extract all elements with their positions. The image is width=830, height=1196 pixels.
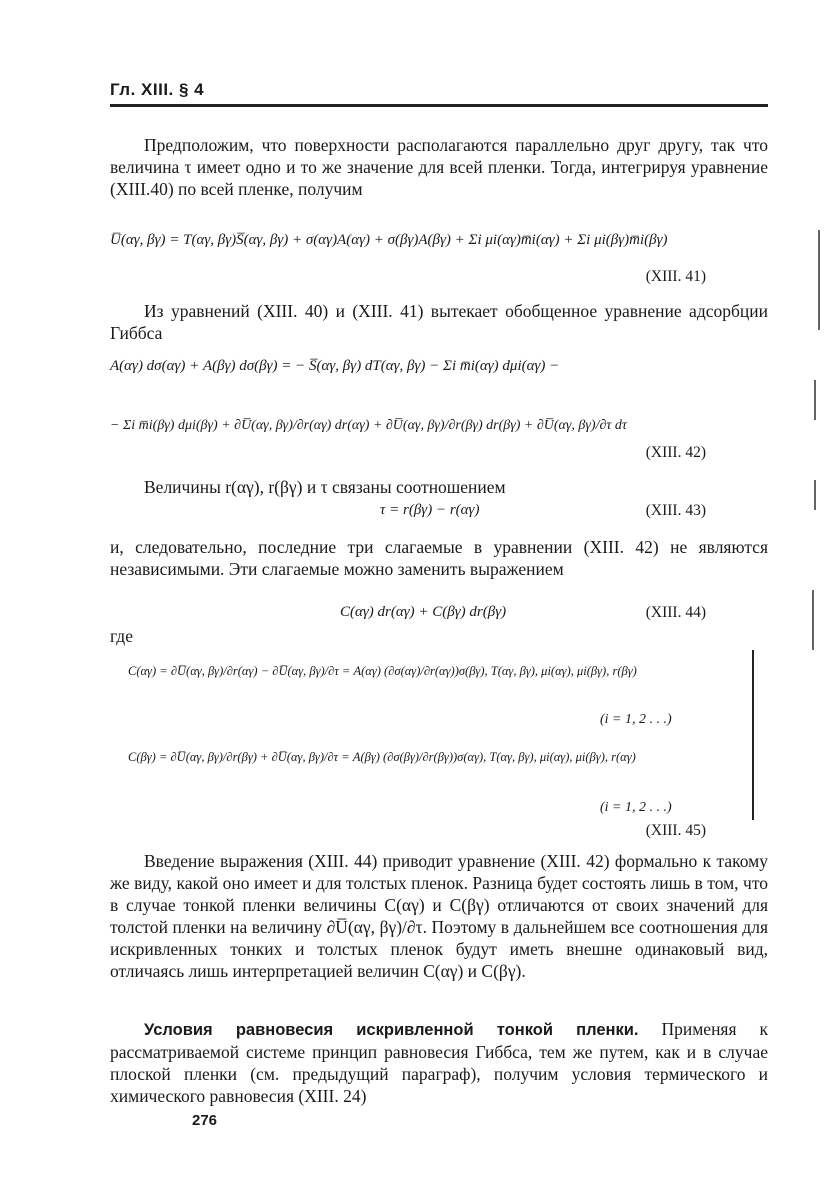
equation-45-condition-2: (i = 1, 2 . . .) [600, 800, 672, 815]
paragraph-5: Введение выражения (XIII. 44) приводит уравнение (XIII. 42) формально к такому же виду, какой оно имеет и для толстых пленок. Разница будет состоять лишь в том, что в случае тонкой пленки величины C(αγ) и C(βγ) отличаются от своих значений для толстой пленки на величину ∂U̅(αγ, βγ)/∂τ. Поэтому в дальнейшем все соотношения для искривленных тонких и толстых пленок будут иметь внешне одинаковый вид, отличаясь лишь интерпретацией величин C(αγ) и C(βγ). [110, 851, 768, 981]
paragraph-3: Величины r(αγ), r(βγ) и τ связаны соотношением [144, 477, 506, 497]
equation-41: U̅(αγ, βγ) = T(αγ, βγ)S̅(αγ, βγ) + σ(αγ)A(αγ) + σ(βγ)A(βγ) + Σi μi(αγ)m̅i(αγ) + Σi μi(βγ)m̅i(βγ) [110, 232, 668, 248]
equation-44-number: (XIII. 44) [645, 604, 706, 621]
header-rule [110, 104, 768, 107]
paragraph-6: Условия равновесия искривленной тонкой пленки. Применяя к рассматриваемой системе принцип равновесия Гиббса, тем же путем, как и в случае плоской пленки (см. предыдущий параграф), получим условия термического и химического равновесия (XIII. 24) [110, 1019, 768, 1106]
running-header: Гл. XIII. § 4 [110, 80, 205, 99]
margin-mark-3 [814, 480, 816, 510]
equation-42-line-1: A(αγ) dσ(αγ) + A(βγ) dσ(βγ) = − S̅(αγ, βγ) dT(αγ, βγ) − Σi m̅i(αγ) dμi(αγ) − [110, 358, 560, 374]
equation-43: τ = r(βγ) − r(αγ) [380, 502, 480, 518]
equation-45-condition-1: (i = 1, 2 . . .) [600, 712, 672, 727]
paragraph-2: Из уравнений (XIII. 40) и (XIII. 41) вытекает обобщенное уравнение адсорбции Гиббса [110, 301, 768, 343]
section-heading: Условия равновесия искривленной тонкой пленки. [144, 1021, 639, 1039]
page-number: 276 [192, 1112, 218, 1129]
equation-42-number: (XIII. 42) [645, 444, 706, 461]
equation-42-line-2: − Σi m̅i(βγ) dμi(βγ) + ∂U̅(αγ, βγ)/∂r(αγ) dr(αγ) + ∂U̅(αγ, βγ)/∂r(βγ) dr(βγ) + ∂U̅(αγ, βγ)/∂τ dτ [110, 418, 627, 433]
equation-45-number: (XIII. 45) [645, 822, 706, 839]
equation-43-number: (XIII. 43) [645, 502, 706, 519]
margin-mark-1 [818, 230, 820, 330]
equation-45-bracket [752, 650, 754, 820]
where-label: где [110, 626, 133, 646]
paragraph-4: и, следовательно, последние три слагаемые в уравнении (XIII. 42) не являются независимыми. Эти слагаемые можно заменить выражением [110, 537, 768, 579]
equation-44: C(αγ) dr(αγ) + C(βγ) dr(βγ) [340, 604, 507, 620]
paragraph-1: Предположим, что поверхности располагаются параллельно друг другу, так что величина τ имеет одно и то же значение для всей пленки. Тогда, интегрируя уравнение (XIII.40) по всей пленке, получим [110, 135, 768, 199]
margin-mark-4 [812, 590, 814, 650]
equation-41-number: (XIII. 41) [645, 268, 706, 285]
equation-45-c-alpha: C(αγ) = ∂U̅(αγ, βγ)/∂r(αγ) − ∂U̅(αγ, βγ)/∂τ = A(αγ) (∂σ(αγ)/∂r(αγ))σ(βγ), T(αγ, βγ), μi(αγ), μi(βγ), r(βγ) [128, 664, 637, 678]
margin-mark-2 [814, 380, 816, 420]
equation-45-c-beta: C(βγ) = ∂U̅(αγ, βγ)/∂r(βγ) + ∂U̅(αγ, βγ)/∂τ = A(βγ) (∂σ(βγ)/∂r(βγ))σ(αγ), T(αγ, βγ), μi(αγ), μi(βγ), r(αγ) [128, 750, 636, 764]
